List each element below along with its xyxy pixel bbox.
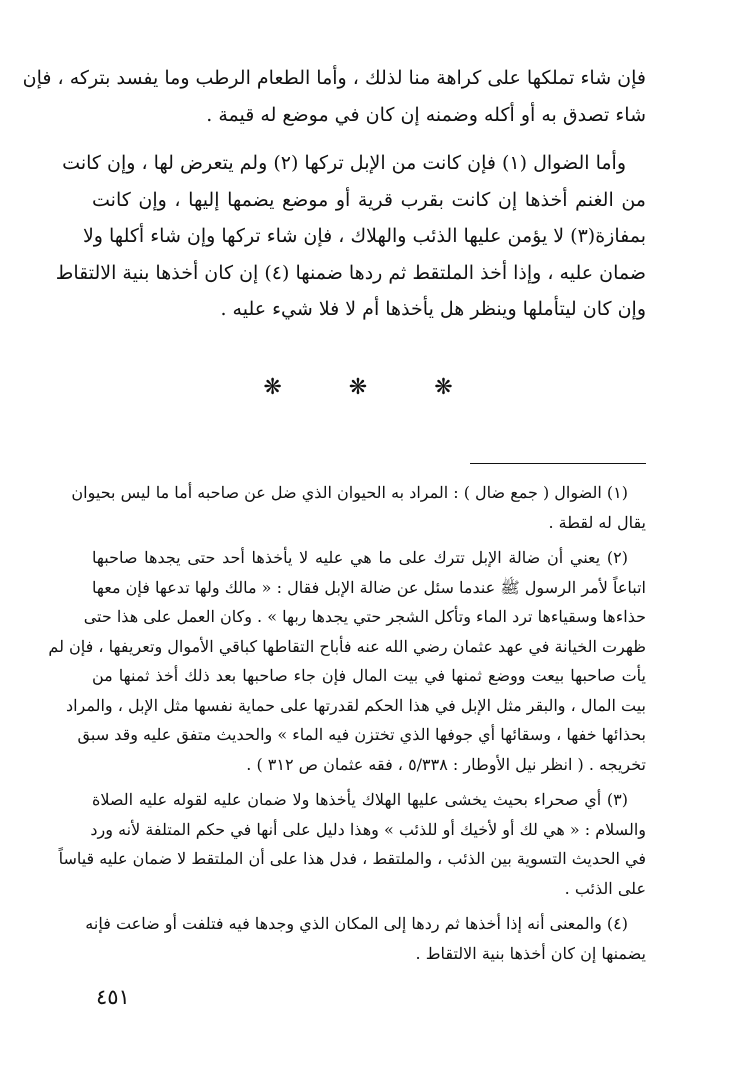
text-line: وإن كان ليتأملها وينظر هل يأخذها أم لا فلا شيء عليه . xyxy=(220,298,646,320)
footnote-2 xyxy=(48,543,646,779)
footnote-line: يضمنها إن كان أخذها بنية الالتقاط . xyxy=(415,943,646,963)
text-line: ضمان عليه ، وإذا أخذ الملتقط ثم ردها ضمنها (٤) إن كان أخذها بنية الالتقاط xyxy=(55,261,646,284)
footnote-line: (٢) يعني أن ضالة الإبل تترك على ما هي عليه لا يأخذها أحد حتى يجدها صاحبها xyxy=(92,548,629,567)
footnote-line: والسلام : « هي لك أو لأخيك أو للذئب » وهذا دليل على أنها في حكم المتلفة لأنه ورد xyxy=(90,819,646,839)
footnote-line: ظهرت الخيانة في عهد عثمان رضي الله عنه فأباح التقاطها كباقي الأموال وتعريفها ، فإن لم xyxy=(48,636,646,656)
footnote-line: في الحديث التسوية بين الذئب ، والملتقط ، فدل هذا على أن الملتقط لا ضمان عليه قياساً xyxy=(58,849,646,868)
text-line: من الغنم أخذها إن كانت بقرب قرية أو موضع يضمها إليها ، وإن كانت xyxy=(92,188,646,211)
footnote-line: (٤) والمعنى أنه إذا أخذها ثم ردها إلى المكان الذي وجدها فيه فتلفت أو ضاعت فإنه xyxy=(85,914,628,933)
footnotes xyxy=(48,478,646,974)
footnote-line: بحذائها خفها ، وسقائها أي جوفها الذي تختزن فيه الماء » والحديث متفق عليه وقد سبق xyxy=(77,725,646,744)
footnote-1 xyxy=(71,478,646,537)
footnote-4 xyxy=(85,909,646,968)
footnote-line: حذاءها وسقياءها ترد الماء وتأكل الشجر حتي يجدها ربها » . وكان العمل على هذا حتى xyxy=(83,607,646,626)
footnote-line: يأت صاحبها بيعت ووضع ثمنها في بيت المال فإن جاء صاحبها بعد ذلك أخذ ثمنها من xyxy=(92,666,646,685)
main-paragraph-2 xyxy=(55,145,646,328)
section-separator: ❋ ❋ ❋ xyxy=(263,375,483,400)
footnote-line: على الذئب . xyxy=(564,878,646,898)
footnote-line: تخريجه . ( انظر نيل الأوطار : ٥/٣٣٨ ، فقه عثمان ص ٣١٢ ) . xyxy=(246,754,646,774)
page-number: ٤٥١ xyxy=(96,985,130,1009)
footnote-line: يقال له لقطة . xyxy=(548,512,646,532)
text-line: وأما الضوال (١) فإن كانت من الإبل تركها (٢) ولم يتعرض لها ، وإن كانت xyxy=(62,152,626,174)
footnote-line: (٣) أي صحراء بحيث يخشى عليها الهلاك يأخذها ولا ضمان عليه لقوله عليه الصلاة xyxy=(92,790,628,809)
main-text xyxy=(22,60,646,328)
text-line: شاء تصدق به أو أكله وضمنه إن كان في موضع له قيمة . xyxy=(206,103,646,126)
footnote-rule xyxy=(470,463,646,464)
main-paragraph-1 xyxy=(22,60,646,133)
footnote-line: (١) الضوال ( جمع ضال ) : المراد به الحيوان الذي ضل عن صاحبه أما ما ليس بحيوان xyxy=(71,483,628,502)
text-line: بمفازة(٣) لا يؤمن عليها الذئب والهلاك ، فإن شاء تركها وإن شاء أكلها ولا xyxy=(82,225,646,247)
footnote-line: اتباعاً لأمر الرسول ﷺ عندما سئل عن ضالة الإبل فقال : « مالك ولها تدعها فإن معها xyxy=(92,577,646,597)
footnote-3 xyxy=(58,785,646,903)
text-line: فإن شاء تملكها على كراهة منا لذلك ، وأما الطعام الرطب وما يفسد بتركه ، فإن xyxy=(22,67,646,89)
footnote-line: بيت المال ، والبقر مثل الإبل في هذا الحكم لقدرتها على حماية نفسها مثل الإبل ، والمراد xyxy=(65,695,646,715)
